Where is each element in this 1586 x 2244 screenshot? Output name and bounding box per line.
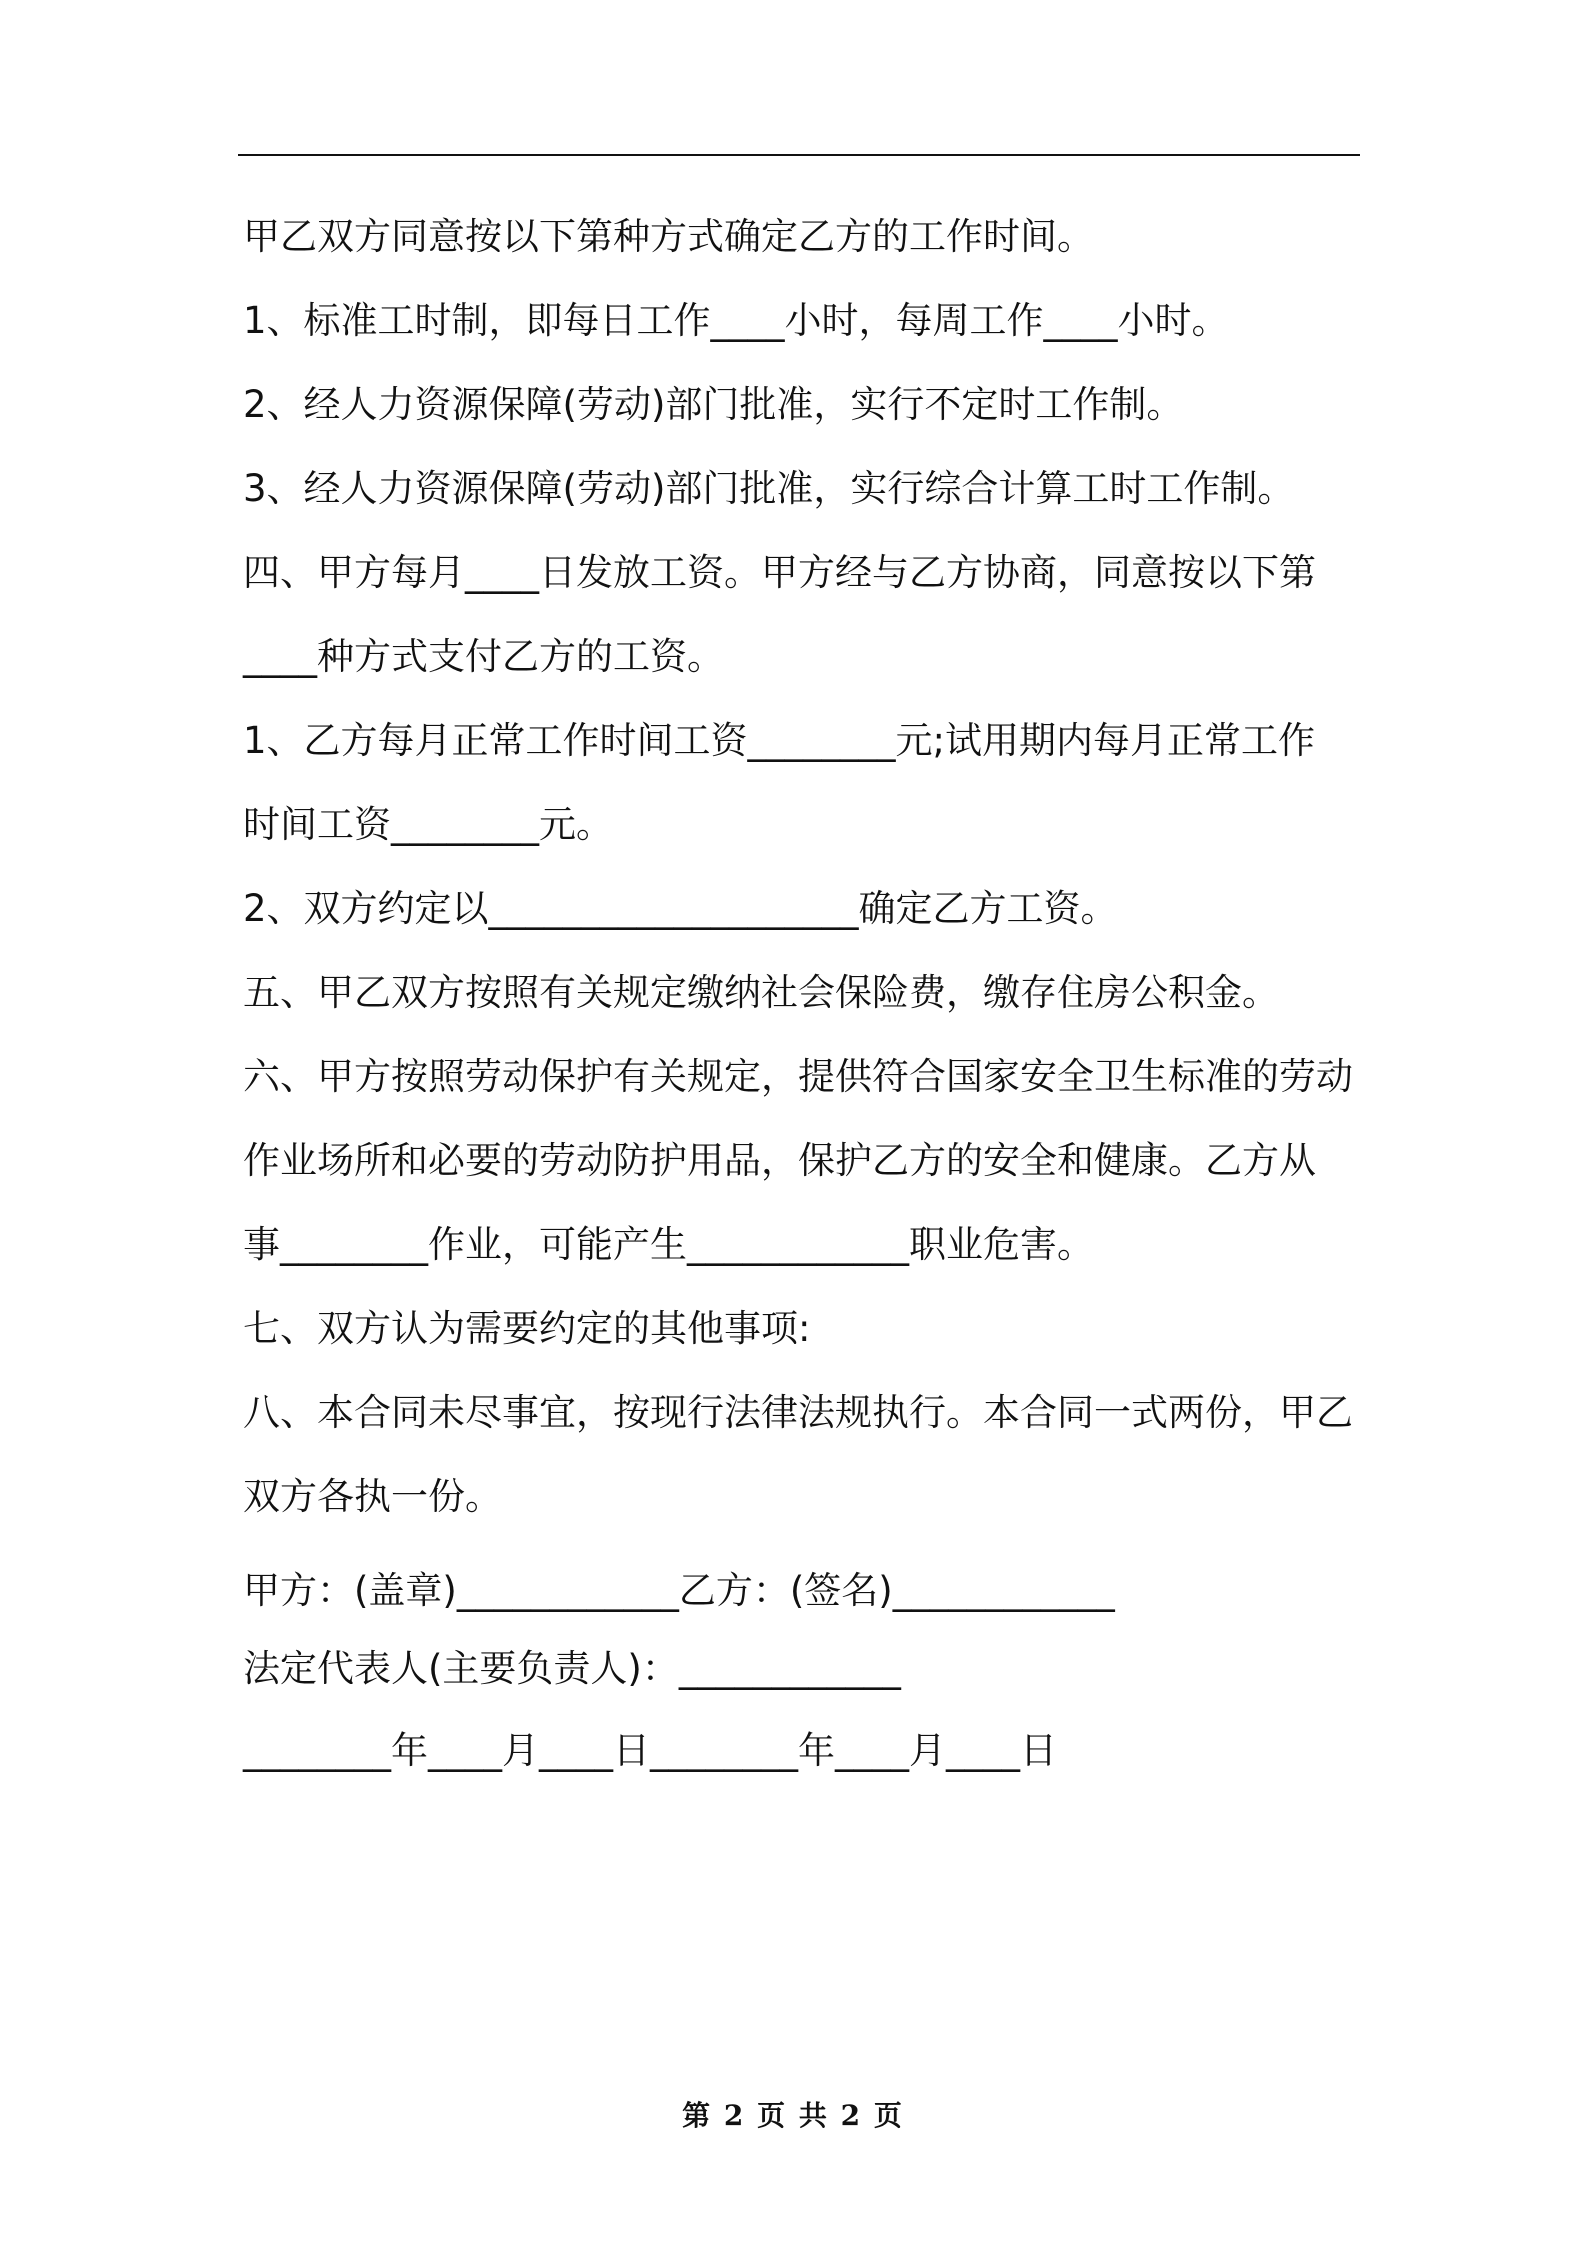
- paragraph-salary-amount-cont: 时间工资________元。: [243, 803, 613, 846]
- signature-date-line: ________年____月____日________年____月____日: [243, 1729, 1057, 1772]
- paragraph-salary-amount: 1、乙方每月正常工作时间工资________元;试用期内每月正常工作: [243, 719, 1316, 762]
- signature-parties-line: 甲方：(盖章)____________乙方：(签名)____________: [243, 1569, 1115, 1612]
- paragraph-salary-payment-cont: ____种方式支付乙方的工资。: [243, 635, 724, 678]
- paragraph-comprehensive-hours: 3、经人力资源保障(劳动)部门批准，实行综合计算工时工作制。: [243, 467, 1295, 510]
- paragraph-salary-agreement: 2、双方约定以____________________确定乙方工资。: [243, 887, 1118, 930]
- paragraph-flexible-hours: 2、经人力资源保障(劳动)部门批准，实行不定时工作制。: [243, 383, 1184, 426]
- header-rule: [238, 154, 1360, 156]
- signature-representative-line: 法定代表人(主要负责人)：____________: [243, 1647, 901, 1690]
- paragraph-occupational-hazard: 事________作业，可能产生____________职业危害。: [243, 1223, 1094, 1266]
- paragraph-salary-payment: 四、甲方每月____日发放工资。甲方经与乙方协商，同意按以下第: [243, 551, 1316, 594]
- paragraph-social-insurance: 五、甲乙双方按照有关规定缴纳社会保险费，缴存住房公积金。: [243, 971, 1279, 1014]
- paragraph-standard-hours: 1、标准工时制，即每日工作____小时，每周工作____小时。: [243, 299, 1229, 342]
- paragraph-other-matters: 七、双方认为需要约定的其他事项:: [243, 1307, 811, 1350]
- paragraph-final-clause-cont: 双方各执一份。: [243, 1475, 502, 1518]
- paragraph-labor-protection-cont: 作业场所和必要的劳动防护用品，保护乙方的安全和健康。乙方从: [243, 1139, 1316, 1182]
- document-body: [243, 195, 1360, 1803]
- signature-block: [243, 1543, 1360, 1803]
- paragraph-final-clause: 八、本合同未尽事宜，按现行法律法规执行。本合同一式两份，甲乙: [243, 1391, 1353, 1434]
- paragraph-labor-protection: 六、甲方按照劳动保护有关规定，提供符合国家安全卫生标准的劳动: [243, 1055, 1353, 1098]
- paragraph-work-time-intro: 甲乙双方同意按以下第种方式确定乙方的工作时间。: [243, 215, 1094, 258]
- page-number-footer: 第 2 页 共 2 页: [682, 2099, 904, 2132]
